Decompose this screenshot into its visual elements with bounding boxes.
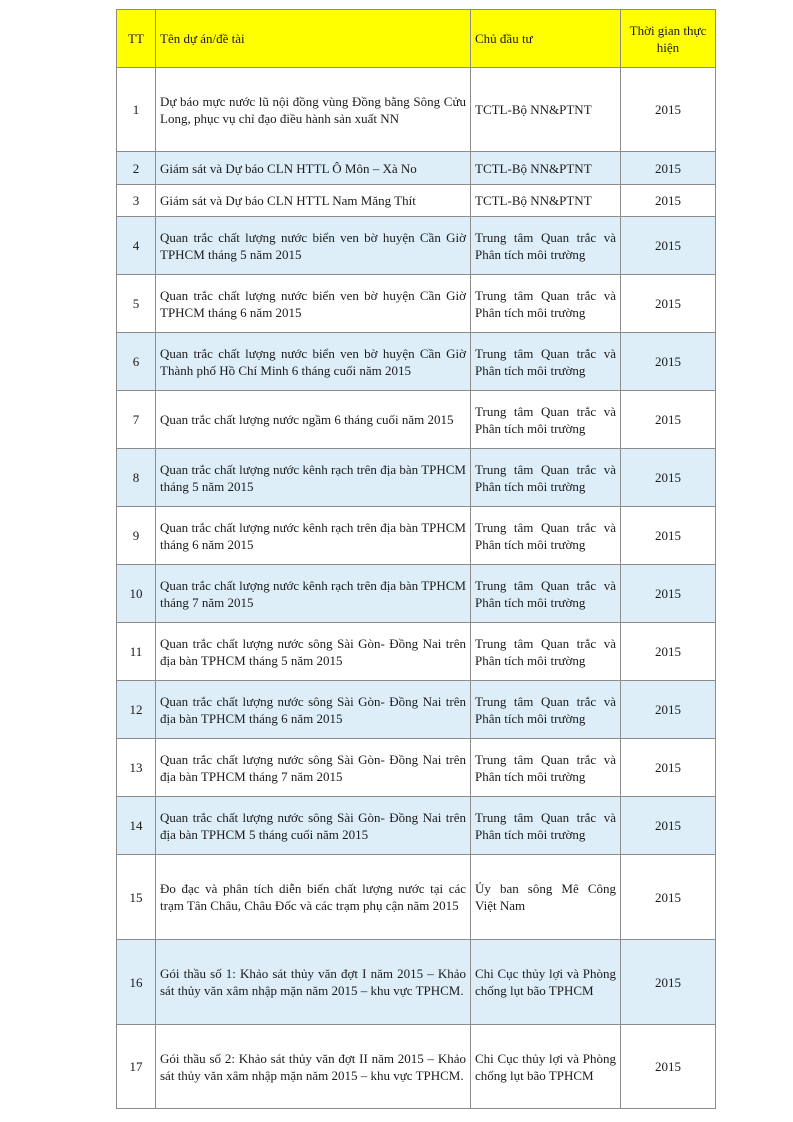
- cell-time: 2015: [621, 681, 716, 739]
- table-row: [117, 68, 716, 152]
- cell-owner: Trung tâm Quan trắc và Phân tích môi trường: [471, 275, 621, 333]
- cell-tt: 1: [117, 68, 156, 152]
- cell-time: 2015: [621, 333, 716, 391]
- header-owner: Chủ đầu tư: [471, 10, 621, 68]
- table-row: [117, 681, 716, 739]
- cell-project-name: Quan trắc chất lượng nước sông Sài Gòn- Đồng Nai trên địa bàn TPHCM tháng 7 năm 2015: [156, 739, 471, 797]
- cell-tt: 7: [117, 391, 156, 449]
- table-row: [117, 333, 716, 391]
- header-tt: TT: [117, 10, 156, 68]
- cell-project-name: Giám sát và Dự báo CLN HTTL Nam Măng Thít: [156, 185, 471, 217]
- cell-tt: 14: [117, 797, 156, 855]
- cell-project-name: Gói thầu số 1: Khảo sát thủy văn đợt I năm 2015 – Khảo sát thủy văn xâm nhập mặn năm 2015 – khu vực TPHCM.: [156, 940, 471, 1025]
- cell-time: 2015: [621, 739, 716, 797]
- cell-tt: 17: [117, 1025, 156, 1109]
- cell-project-name: Quan trắc chất lượng nước sông Sài Gòn- Đồng Nai trên địa bàn TPHCM tháng 5 năm 2015: [156, 623, 471, 681]
- cell-owner: TCTL-Bộ NN&PTNT: [471, 68, 621, 152]
- table-row: [117, 855, 716, 940]
- cell-tt: 13: [117, 739, 156, 797]
- cell-tt: 4: [117, 217, 156, 275]
- cell-project-name: Quan trắc chất lượng nước kênh rạch trên địa bàn TPHCM tháng 5 năm 2015: [156, 449, 471, 507]
- cell-project-name: Quan trắc chất lượng nước biển ven bờ huyện Cần Giờ Thành phố Hồ Chí Minh 6 tháng cuối năm 2015: [156, 333, 471, 391]
- cell-owner: Trung tâm Quan trắc và Phân tích môi trường: [471, 333, 621, 391]
- table-row: [117, 152, 716, 185]
- table-row: [117, 391, 716, 449]
- cell-time: 2015: [621, 68, 716, 152]
- cell-owner: Trung tâm Quan trắc và Phân tích môi trường: [471, 681, 621, 739]
- table-row: [117, 623, 716, 681]
- table-row: [117, 940, 716, 1025]
- table-header-row: [117, 10, 716, 68]
- table-row: [117, 449, 716, 507]
- table-row: [117, 275, 716, 333]
- cell-tt: 5: [117, 275, 156, 333]
- table-row: [117, 739, 716, 797]
- cell-tt: 15: [117, 855, 156, 940]
- cell-owner: Trung tâm Quan trắc và Phân tích môi trường: [471, 449, 621, 507]
- cell-time: 2015: [621, 940, 716, 1025]
- cell-tt: 2: [117, 152, 156, 185]
- table-row: [117, 507, 716, 565]
- cell-tt: 8: [117, 449, 156, 507]
- table-row: [117, 217, 716, 275]
- cell-tt: 6: [117, 333, 156, 391]
- cell-tt: 16: [117, 940, 156, 1025]
- projects-table: [116, 9, 716, 1109]
- cell-time: 2015: [621, 1025, 716, 1109]
- cell-time: 2015: [621, 565, 716, 623]
- cell-project-name: Quan trắc chất lượng nước sông Sài Gòn- Đồng Nai trên địa bàn TPHCM tháng 6 năm 2015: [156, 681, 471, 739]
- header-time: Thời gian thực hiện: [621, 10, 716, 68]
- cell-project-name: Quan trắc chất lượng nước biển ven bờ huyện Cần Giờ TPHCM tháng 5 năm 2015: [156, 217, 471, 275]
- cell-tt: 9: [117, 507, 156, 565]
- cell-time: 2015: [621, 797, 716, 855]
- cell-time: 2015: [621, 623, 716, 681]
- cell-tt: 10: [117, 565, 156, 623]
- cell-time: 2015: [621, 185, 716, 217]
- cell-time: 2015: [621, 152, 716, 185]
- cell-owner: Ủy ban sông Mê Công Việt Nam: [471, 855, 621, 940]
- cell-project-name: Gói thầu số 2: Khảo sát thủy văn đợt II năm 2015 – Khảo sát thủy văn xâm nhập mặn năm 2015 – khu vực TPHCM.: [156, 1025, 471, 1109]
- table-row: [117, 1025, 716, 1109]
- cell-project-name: Giám sát và Dự báo CLN HTTL Ô Môn – Xà No: [156, 152, 471, 185]
- table-row: [117, 797, 716, 855]
- cell-time: 2015: [621, 449, 716, 507]
- cell-owner: Trung tâm Quan trắc và Phân tích môi trường: [471, 623, 621, 681]
- cell-owner: Trung tâm Quan trắc và Phân tích môi trường: [471, 739, 621, 797]
- cell-owner: TCTL-Bộ NN&PTNT: [471, 152, 621, 185]
- cell-owner: Trung tâm Quan trắc và Phân tích môi trường: [471, 797, 621, 855]
- cell-project-name: Quan trắc chất lượng nước kênh rạch trên địa bàn TPHCM tháng 7 năm 2015: [156, 565, 471, 623]
- cell-tt: 12: [117, 681, 156, 739]
- cell-tt: 3: [117, 185, 156, 217]
- cell-project-name: Dự báo mực nước lũ nội đồng vùng Đồng bằng Sông Cửu Long, phục vụ chỉ đạo điều hành sản xuất NN: [156, 68, 471, 152]
- cell-time: 2015: [621, 507, 716, 565]
- cell-owner: Chi Cục thủy lợi và Phòng chống lụt bão TPHCM: [471, 1025, 621, 1109]
- table-row: [117, 185, 716, 217]
- cell-owner: Trung tâm Quan trắc và Phân tích môi trường: [471, 507, 621, 565]
- cell-project-name: Quan trắc chất lượng nước ngầm 6 tháng cuối năm 2015: [156, 391, 471, 449]
- cell-time: 2015: [621, 217, 716, 275]
- cell-owner: Trung tâm Quan trắc và Phân tích môi trường: [471, 217, 621, 275]
- cell-time: 2015: [621, 855, 716, 940]
- cell-owner: Trung tâm Quan trắc và Phân tích môi trường: [471, 565, 621, 623]
- cell-owner: Chi Cục thủy lợi và Phòng chống lụt bão TPHCM: [471, 940, 621, 1025]
- cell-owner: Trung tâm Quan trắc và Phân tích môi trường: [471, 391, 621, 449]
- header-project-name: Tên dự án/đề tài: [156, 10, 471, 68]
- cell-time: 2015: [621, 275, 716, 333]
- cell-project-name: Đo đạc và phân tích diễn biến chất lượng nước tại các trạm Tân Châu, Châu Đốc và các trạm phụ cận năm 2015: [156, 855, 471, 940]
- cell-project-name: Quan trắc chất lượng nước biển ven bờ huyện Cần Giờ TPHCM tháng 6 năm 2015: [156, 275, 471, 333]
- cell-tt: 11: [117, 623, 156, 681]
- cell-time: 2015: [621, 391, 716, 449]
- cell-project-name: Quan trắc chất lượng nước sông Sài Gòn- Đồng Nai trên địa bàn TPHCM 5 tháng cuối năm 2015: [156, 797, 471, 855]
- cell-owner: TCTL-Bộ NN&PTNT: [471, 185, 621, 217]
- cell-project-name: Quan trắc chất lượng nước kênh rạch trên địa bàn TPHCM tháng 6 năm 2015: [156, 507, 471, 565]
- table-row: [117, 565, 716, 623]
